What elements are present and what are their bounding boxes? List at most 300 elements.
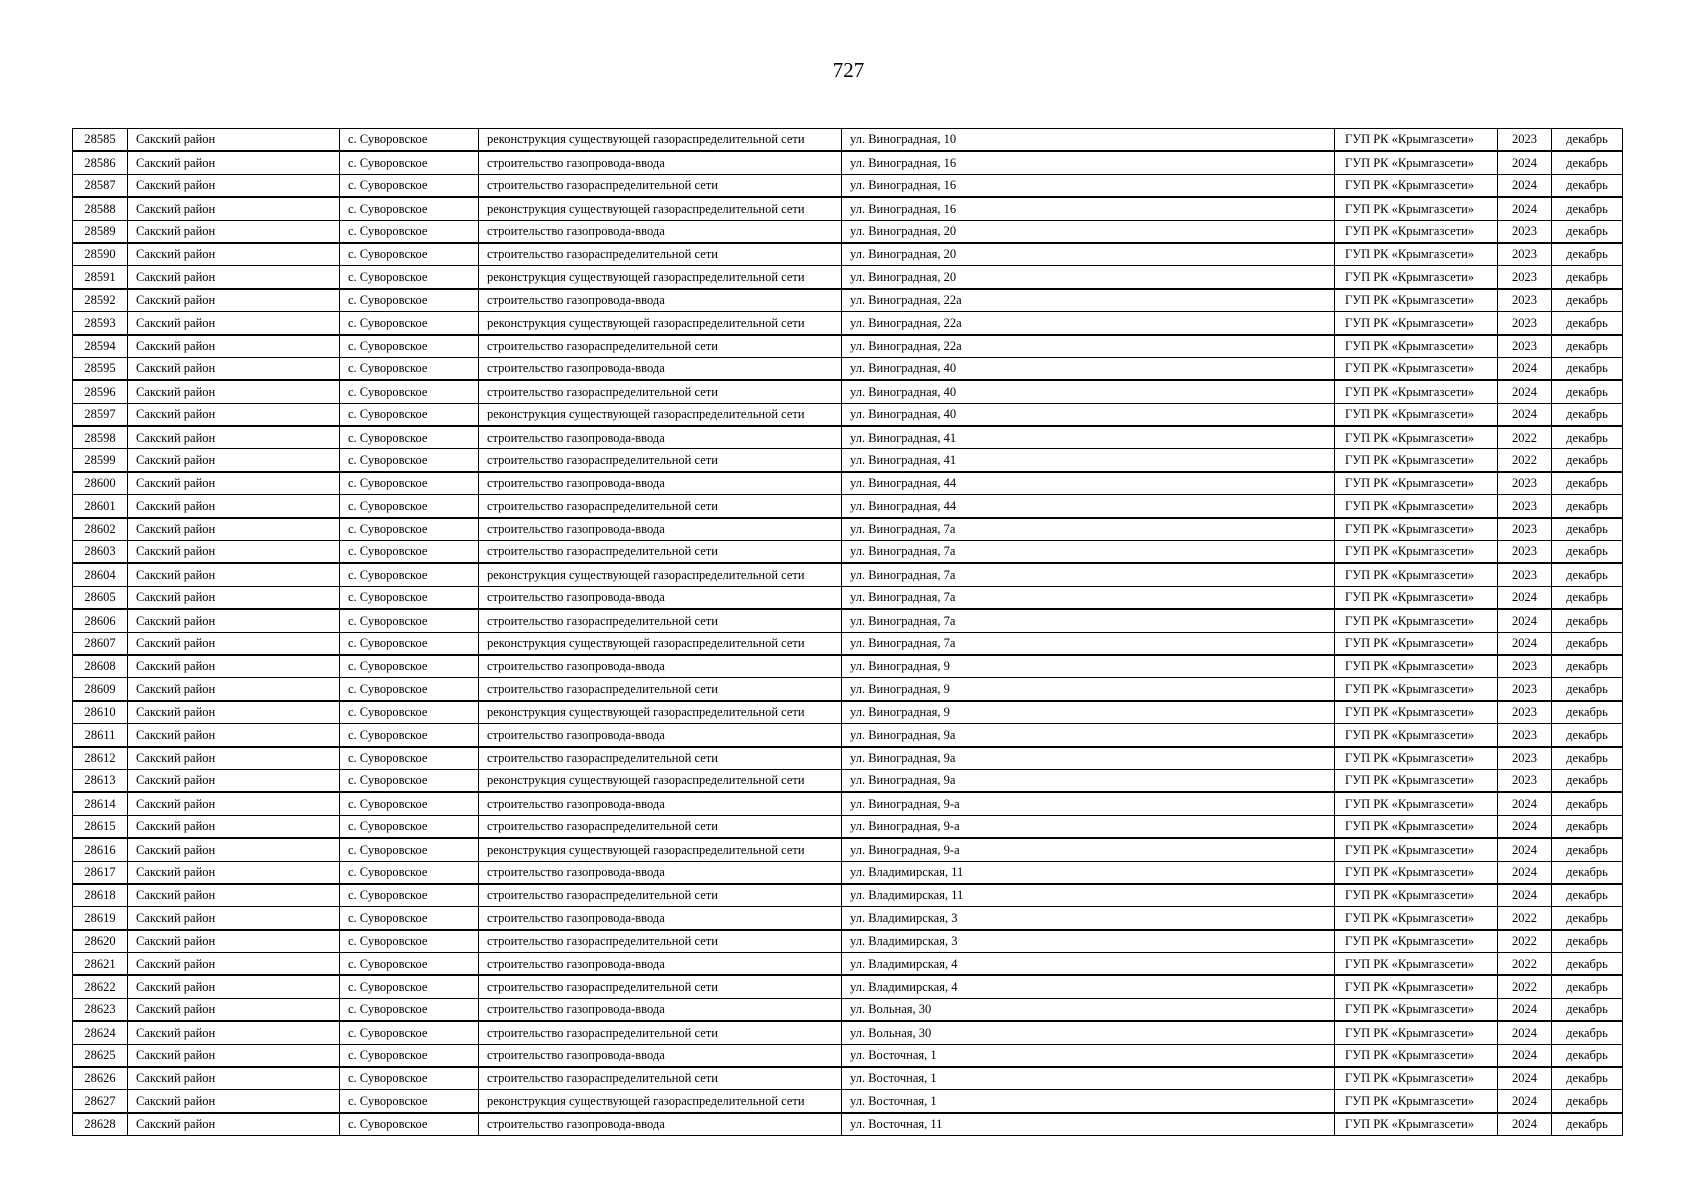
year-cell: 2023 (1498, 678, 1552, 701)
month-cell: декабрь (1552, 563, 1623, 586)
row-number: 28621 (73, 953, 128, 976)
organization-cell: ГУП РК «Крымгазсети» (1335, 197, 1498, 220)
row-number: 28606 (73, 609, 128, 632)
settlement-cell: с. Суворовское (340, 884, 479, 907)
settlement-cell: с. Суворовское (340, 312, 479, 335)
row-number: 28586 (73, 151, 128, 174)
year-cell: 2024 (1498, 174, 1552, 197)
work-type-cell: реконструкция существующей газораспределительной сети (479, 403, 842, 426)
table-row (73, 861, 1623, 884)
district-cell: Сакский район (128, 174, 340, 197)
settlement-cell: с. Суворовское (340, 151, 479, 174)
year-cell: 2024 (1498, 1113, 1552, 1136)
address-cell: ул. Восточная, 1 (842, 1090, 1335, 1113)
year-cell: 2023 (1498, 495, 1552, 518)
settlement-cell: с. Суворовское (340, 335, 479, 358)
row-number: 28620 (73, 930, 128, 953)
work-type-cell: строительство газопровода-ввода (479, 357, 842, 380)
row-number: 28587 (73, 174, 128, 197)
district-cell: Сакский район (128, 1021, 340, 1044)
address-cell: ул. Виноградная, 16 (842, 151, 1335, 174)
month-cell: декабрь (1552, 495, 1623, 518)
address-cell: ул. Вольная, 30 (842, 1021, 1335, 1044)
settlement-cell: с. Суворовское (340, 747, 479, 770)
work-type-cell: строительство газораспределительной сети (479, 243, 842, 266)
year-cell: 2024 (1498, 632, 1552, 655)
work-type-cell: строительство газораспределительной сети (479, 975, 842, 998)
month-cell: декабрь (1552, 335, 1623, 358)
year-cell: 2023 (1498, 701, 1552, 724)
month-cell: декабрь (1552, 289, 1623, 312)
address-cell: ул. Восточная, 1 (842, 1067, 1335, 1090)
settlement-cell: с. Суворовское (340, 220, 479, 243)
month-cell: декабрь (1552, 838, 1623, 861)
table-row (73, 815, 1623, 838)
year-cell: 2022 (1498, 975, 1552, 998)
table-row (73, 403, 1623, 426)
month-cell: декабрь (1552, 357, 1623, 380)
settlement-cell: с. Суворовское (340, 1021, 479, 1044)
work-type-cell: строительство газопровода-ввода (479, 151, 842, 174)
organization-cell: ГУП РК «Крымгазсети» (1335, 815, 1498, 838)
address-cell: ул. Виноградная, 16 (842, 174, 1335, 197)
district-cell: Сакский район (128, 838, 340, 861)
settlement-cell: с. Суворовское (340, 586, 479, 609)
work-type-cell: строительство газораспределительной сети (479, 678, 842, 701)
year-cell: 2023 (1498, 518, 1552, 541)
district-cell: Сакский район (128, 678, 340, 701)
settlement-cell: с. Суворовское (340, 541, 479, 564)
year-cell: 2024 (1498, 792, 1552, 815)
table-row (73, 632, 1623, 655)
month-cell: декабрь (1552, 472, 1623, 495)
district-cell: Сакский район (128, 312, 340, 335)
address-cell: ул. Виноградная, 44 (842, 495, 1335, 518)
month-cell: декабрь (1552, 266, 1623, 289)
organization-cell: ГУП РК «Крымгазсети» (1335, 747, 1498, 770)
table-row (73, 220, 1623, 243)
organization-cell: ГУП РК «Крымгазсети» (1335, 563, 1498, 586)
district-cell: Сакский район (128, 953, 340, 976)
organization-cell: ГУП РК «Крымгазсети» (1335, 953, 1498, 976)
settlement-cell: с. Суворовское (340, 655, 479, 678)
month-cell: декабрь (1552, 609, 1623, 632)
organization-cell: ГУП РК «Крымгазсети» (1335, 907, 1498, 930)
settlement-cell: с. Суворовское (340, 449, 479, 472)
settlement-cell: с. Суворовское (340, 403, 479, 426)
settlement-cell: с. Суворовское (340, 495, 479, 518)
row-number: 28614 (73, 792, 128, 815)
work-type-cell: строительство газораспределительной сети (479, 1021, 842, 1044)
address-cell: ул. Владимирская, 4 (842, 953, 1335, 976)
row-number: 28605 (73, 586, 128, 609)
organization-cell: ГУП РК «Крымгазсети» (1335, 312, 1498, 335)
year-cell: 2023 (1498, 769, 1552, 792)
work-type-cell: строительство газопровода-ввода (479, 907, 842, 930)
district-cell: Сакский район (128, 243, 340, 266)
year-cell: 2024 (1498, 1021, 1552, 1044)
year-cell: 2024 (1498, 151, 1552, 174)
table-row (73, 129, 1623, 152)
address-cell: ул. Виноградная, 7а (842, 586, 1335, 609)
table-row (73, 426, 1623, 449)
district-cell: Сакский район (128, 563, 340, 586)
district-cell: Сакский район (128, 747, 340, 770)
settlement-cell: с. Суворовское (340, 609, 479, 632)
table-row (73, 586, 1623, 609)
row-number: 28612 (73, 747, 128, 770)
address-cell: ул. Виноградная, 9-а (842, 838, 1335, 861)
month-cell: декабрь (1552, 1044, 1623, 1067)
month-cell: декабрь (1552, 1090, 1623, 1113)
district-cell: Сакский район (128, 357, 340, 380)
row-number: 28627 (73, 1090, 128, 1113)
organization-cell: ГУП РК «Крымгазсети» (1335, 289, 1498, 312)
organization-cell: ГУП РК «Крымгазсети» (1335, 129, 1498, 152)
settlement-cell: с. Суворовское (340, 792, 479, 815)
work-type-cell: строительство газопровода-ввода (479, 1044, 842, 1067)
work-type-cell: строительство газораспределительной сети (479, 609, 842, 632)
organization-cell: ГУП РК «Крымгазсети» (1335, 792, 1498, 815)
month-cell: декабрь (1552, 197, 1623, 220)
row-number: 28597 (73, 403, 128, 426)
settlement-cell: с. Суворовское (340, 380, 479, 403)
organization-cell: ГУП РК «Крымгазсети» (1335, 655, 1498, 678)
district-cell: Сакский район (128, 815, 340, 838)
work-type-cell: реконструкция существующей газораспределительной сети (479, 701, 842, 724)
work-type-cell: строительство газопровода-ввода (479, 518, 842, 541)
month-cell: декабрь (1552, 769, 1623, 792)
table-row (73, 975, 1623, 998)
work-type-cell: строительство газопровода-ввода (479, 655, 842, 678)
organization-cell: ГУП РК «Крымгазсети» (1335, 243, 1498, 266)
organization-cell: ГУП РК «Крымгазсети» (1335, 861, 1498, 884)
month-cell: декабрь (1552, 174, 1623, 197)
work-type-cell: строительство газопровода-ввода (479, 953, 842, 976)
work-type-cell: реконструкция существующей газораспределительной сети (479, 129, 842, 152)
settlement-cell: с. Суворовское (340, 1067, 479, 1090)
organization-cell: ГУП РК «Крымгазсети» (1335, 884, 1498, 907)
settlement-cell: с. Суворовское (340, 678, 479, 701)
table-row (73, 792, 1623, 815)
table-row (73, 1090, 1623, 1113)
organization-cell: ГУП РК «Крымгазсети» (1335, 174, 1498, 197)
address-cell: ул. Виноградная, 20 (842, 266, 1335, 289)
address-cell: ул. Виноградная, 7а (842, 609, 1335, 632)
organization-cell: ГУП РК «Крымгазсети» (1335, 518, 1498, 541)
table-row (73, 701, 1623, 724)
row-number: 28626 (73, 1067, 128, 1090)
month-cell: декабрь (1552, 815, 1623, 838)
organization-cell: ГУП РК «Крымгазсети» (1335, 1090, 1498, 1113)
address-cell: ул. Виноградная, 20 (842, 220, 1335, 243)
district-cell: Сакский район (128, 632, 340, 655)
year-cell: 2024 (1498, 1090, 1552, 1113)
settlement-cell: с. Суворовское (340, 472, 479, 495)
organization-cell: ГУП РК «Крымгазсети» (1335, 701, 1498, 724)
year-cell: 2023 (1498, 312, 1552, 335)
year-cell: 2024 (1498, 609, 1552, 632)
work-type-cell: строительство газораспределительной сети (479, 884, 842, 907)
month-cell: декабрь (1552, 998, 1623, 1021)
settlement-cell: с. Суворовское (340, 632, 479, 655)
district-cell: Сакский район (128, 1113, 340, 1136)
address-cell: ул. Виноградная, 9 (842, 701, 1335, 724)
year-cell: 2023 (1498, 472, 1552, 495)
district-cell: Сакский район (128, 449, 340, 472)
address-cell: ул. Виноградная, 9а (842, 747, 1335, 770)
table-row (73, 449, 1623, 472)
address-cell: ул. Восточная, 11 (842, 1113, 1335, 1136)
district-cell: Сакский район (128, 151, 340, 174)
table-row (73, 1067, 1623, 1090)
table-row (73, 335, 1623, 358)
work-type-cell: строительство газопровода-ввода (479, 1113, 842, 1136)
month-cell: декабрь (1552, 632, 1623, 655)
address-cell: ул. Виноградная, 22а (842, 312, 1335, 335)
year-cell: 2024 (1498, 861, 1552, 884)
work-type-cell: строительство газораспределительной сети (479, 449, 842, 472)
organization-cell: ГУП РК «Крымгазсети» (1335, 1021, 1498, 1044)
address-cell: ул. Виноградная, 7а (842, 563, 1335, 586)
table-row (73, 678, 1623, 701)
organization-cell: ГУП РК «Крымгазсети» (1335, 151, 1498, 174)
month-cell: декабрь (1552, 380, 1623, 403)
district-cell: Сакский район (128, 472, 340, 495)
month-cell: декабрь (1552, 907, 1623, 930)
row-number: 28599 (73, 449, 128, 472)
district-cell: Сакский район (128, 335, 340, 358)
work-type-cell: строительство газопровода-ввода (479, 426, 842, 449)
table-row (73, 930, 1623, 953)
district-cell: Сакский район (128, 518, 340, 541)
district-cell: Сакский район (128, 724, 340, 747)
organization-cell: ГУП РК «Крымгазсети» (1335, 632, 1498, 655)
organization-cell: ГУП РК «Крымгазсети» (1335, 1044, 1498, 1067)
address-cell: ул. Виноградная, 40 (842, 357, 1335, 380)
row-number: 28611 (73, 724, 128, 747)
work-type-cell: реконструкция существующей газораспределительной сети (479, 1090, 842, 1113)
address-cell: ул. Виноградная, 41 (842, 449, 1335, 472)
settlement-cell: с. Суворовское (340, 518, 479, 541)
month-cell: декабрь (1552, 678, 1623, 701)
address-cell: ул. Виноградная, 20 (842, 243, 1335, 266)
work-type-cell: строительство газораспределительной сети (479, 335, 842, 358)
district-cell: Сакский район (128, 1090, 340, 1113)
row-number: 28628 (73, 1113, 128, 1136)
year-cell: 2024 (1498, 586, 1552, 609)
settlement-cell: с. Суворовское (340, 357, 479, 380)
organization-cell: ГУП РК «Крымгазсети» (1335, 769, 1498, 792)
row-number: 28592 (73, 289, 128, 312)
table-row (73, 266, 1623, 289)
work-type-cell: строительство газопровода-ввода (479, 586, 842, 609)
year-cell: 2023 (1498, 747, 1552, 770)
row-number: 28615 (73, 815, 128, 838)
year-cell: 2024 (1498, 1044, 1552, 1067)
settlement-cell: с. Суворовское (340, 289, 479, 312)
settlement-cell: с. Суворовское (340, 907, 479, 930)
year-cell: 2024 (1498, 815, 1552, 838)
address-cell: ул. Виноградная, 9а (842, 724, 1335, 747)
organization-cell: ГУП РК «Крымгазсети» (1335, 678, 1498, 701)
table-row (73, 609, 1623, 632)
district-cell: Сакский район (128, 998, 340, 1021)
work-type-cell: строительство газопровода-ввода (479, 861, 842, 884)
gasification-table (72, 128, 1623, 1136)
organization-cell: ГУП РК «Крымгазсети» (1335, 586, 1498, 609)
district-cell: Сакский район (128, 907, 340, 930)
row-number: 28624 (73, 1021, 128, 1044)
address-cell: ул. Виноградная, 40 (842, 380, 1335, 403)
month-cell: декабрь (1552, 541, 1623, 564)
table-row (73, 838, 1623, 861)
address-cell: ул. Восточная, 1 (842, 1044, 1335, 1067)
settlement-cell: с. Суворовское (340, 838, 479, 861)
year-cell: 2024 (1498, 380, 1552, 403)
month-cell: декабрь (1552, 930, 1623, 953)
work-type-cell: строительство газораспределительной сети (479, 495, 842, 518)
address-cell: ул. Виноградная, 9-а (842, 792, 1335, 815)
district-cell: Сакский район (128, 541, 340, 564)
table-row (73, 357, 1623, 380)
row-number: 28623 (73, 998, 128, 1021)
table-row (73, 769, 1623, 792)
row-number: 28622 (73, 975, 128, 998)
year-cell: 2023 (1498, 266, 1552, 289)
row-number: 28598 (73, 426, 128, 449)
year-cell: 2022 (1498, 907, 1552, 930)
row-number: 28609 (73, 678, 128, 701)
table-row (73, 747, 1623, 770)
district-cell: Сакский район (128, 792, 340, 815)
address-cell: ул. Владимирская, 11 (842, 884, 1335, 907)
organization-cell: ГУП РК «Крымгазсети» (1335, 449, 1498, 472)
year-cell: 2024 (1498, 838, 1552, 861)
work-type-cell: реконструкция существующей газораспределительной сети (479, 632, 842, 655)
district-cell: Сакский район (128, 586, 340, 609)
row-number: 28590 (73, 243, 128, 266)
year-cell: 2022 (1498, 953, 1552, 976)
settlement-cell: с. Суворовское (340, 197, 479, 220)
month-cell: декабрь (1552, 861, 1623, 884)
row-number: 28595 (73, 357, 128, 380)
organization-cell: ГУП РК «Крымгазсети» (1335, 495, 1498, 518)
year-cell: 2022 (1498, 426, 1552, 449)
table-row (73, 197, 1623, 220)
district-cell: Сакский район (128, 1044, 340, 1067)
year-cell: 2023 (1498, 335, 1552, 358)
table-row (73, 495, 1623, 518)
row-number: 28607 (73, 632, 128, 655)
table-row (73, 907, 1623, 930)
table-row (73, 243, 1623, 266)
year-cell: 2024 (1498, 357, 1552, 380)
address-cell: ул. Владимирская, 11 (842, 861, 1335, 884)
organization-cell: ГУП РК «Крымгазсети» (1335, 266, 1498, 289)
district-cell: Сакский район (128, 701, 340, 724)
year-cell: 2024 (1498, 884, 1552, 907)
table-row (73, 998, 1623, 1021)
table-row (73, 1021, 1623, 1044)
month-cell: декабрь (1552, 884, 1623, 907)
settlement-cell: с. Суворовское (340, 1113, 479, 1136)
row-number: 28602 (73, 518, 128, 541)
month-cell: декабрь (1552, 151, 1623, 174)
organization-cell: ГУП РК «Крымгазсети» (1335, 403, 1498, 426)
settlement-cell: с. Суворовское (340, 815, 479, 838)
row-number: 28610 (73, 701, 128, 724)
organization-cell: ГУП РК «Крымгазсети» (1335, 930, 1498, 953)
year-cell: 2024 (1498, 1067, 1552, 1090)
table-row (73, 151, 1623, 174)
settlement-cell: с. Суворовское (340, 129, 479, 152)
settlement-cell: с. Суворовское (340, 953, 479, 976)
organization-cell: ГУП РК «Крымгазсети» (1335, 220, 1498, 243)
row-number: 28604 (73, 563, 128, 586)
organization-cell: ГУП РК «Крымгазсети» (1335, 998, 1498, 1021)
year-cell: 2024 (1498, 197, 1552, 220)
address-cell: ул. Виноградная, 40 (842, 403, 1335, 426)
work-type-cell: строительство газораспределительной сети (479, 747, 842, 770)
district-cell: Сакский район (128, 495, 340, 518)
organization-cell: ГУП РК «Крымгазсети» (1335, 1113, 1498, 1136)
year-cell: 2024 (1498, 403, 1552, 426)
settlement-cell: с. Суворовское (340, 930, 479, 953)
month-cell: декабрь (1552, 586, 1623, 609)
table-row (73, 1044, 1623, 1067)
table-row (73, 380, 1623, 403)
address-cell: ул. Виноградная, 7а (842, 518, 1335, 541)
settlement-cell: с. Суворовское (340, 1090, 479, 1113)
address-cell: ул. Виноградная, 7а (842, 632, 1335, 655)
month-cell: декабрь (1552, 129, 1623, 152)
table-row (73, 472, 1623, 495)
row-number: 28593 (73, 312, 128, 335)
district-cell: Сакский район (128, 769, 340, 792)
settlement-cell: с. Суворовское (340, 861, 479, 884)
district-cell: Сакский район (128, 655, 340, 678)
work-type-cell: строительство газопровода-ввода (479, 289, 842, 312)
district-cell: Сакский район (128, 380, 340, 403)
year-cell: 2023 (1498, 655, 1552, 678)
address-cell: ул. Виноградная, 41 (842, 426, 1335, 449)
row-number: 28601 (73, 495, 128, 518)
month-cell: декабрь (1552, 701, 1623, 724)
address-cell: ул. Виноградная, 10 (842, 129, 1335, 152)
row-number: 28625 (73, 1044, 128, 1067)
work-type-cell: строительство газопровода-ввода (479, 724, 842, 747)
row-number: 28616 (73, 838, 128, 861)
organization-cell: ГУП РК «Крымгазсети» (1335, 357, 1498, 380)
month-cell: декабрь (1552, 449, 1623, 472)
row-number: 28596 (73, 380, 128, 403)
month-cell: декабрь (1552, 426, 1623, 449)
organization-cell: ГУП РК «Крымгазсети» (1335, 541, 1498, 564)
row-number: 28608 (73, 655, 128, 678)
work-type-cell: строительство газопровода-ввода (479, 472, 842, 495)
month-cell: декабрь (1552, 953, 1623, 976)
row-number: 28618 (73, 884, 128, 907)
work-type-cell: строительство газораспределительной сети (479, 1067, 842, 1090)
address-cell: ул. Владимирская, 4 (842, 975, 1335, 998)
row-number: 28603 (73, 541, 128, 564)
month-cell: декабрь (1552, 1021, 1623, 1044)
organization-cell: ГУП РК «Крымгазсети» (1335, 609, 1498, 632)
address-cell: ул. Виноградная, 22а (842, 289, 1335, 312)
table-row (73, 312, 1623, 335)
row-number: 28617 (73, 861, 128, 884)
